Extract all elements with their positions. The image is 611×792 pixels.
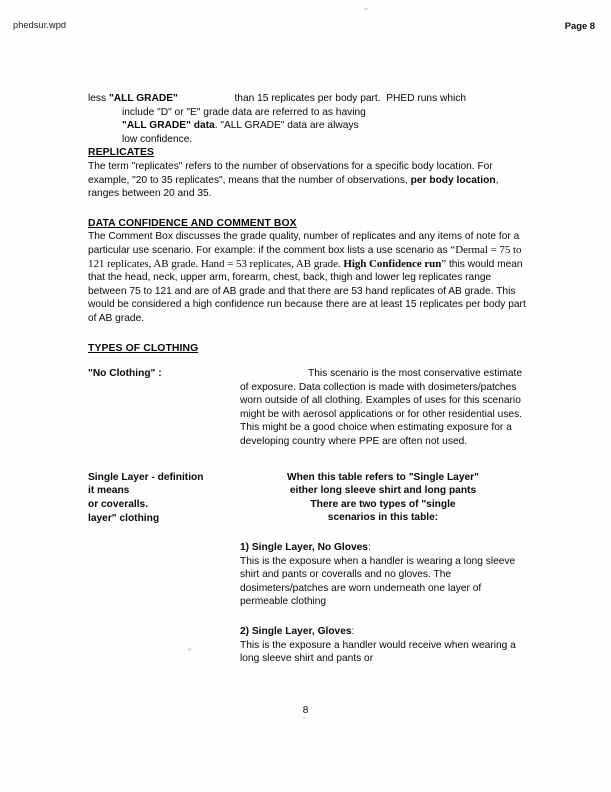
- single-layer-right-line: scenarios in this table:: [327, 512, 439, 524]
- lead-line1-suffix: than 15 replicates per body part. PHED runs which: [234, 93, 467, 104]
- data-confidence-text-part-1: The Comment Box discusses the grade quality, number of replicates and any items of note for a particular use scenario. For example: if the comment box lists a use scenario as: [88, 231, 520, 256]
- single-layer-definition-column: [88, 471, 238, 526]
- lead-line3-bold-term: "ALL GRADE" data: [122, 120, 215, 132]
- single-layer-right-line: There are two types of "single: [310, 498, 456, 510]
- replicates-bold-term: per body location: [410, 174, 496, 186]
- comment-box-example-quote-close: ”: [441, 257, 447, 270]
- replicates-heading: REPLICATES: [88, 147, 155, 159]
- replicates-text-part-1: The term "replicates" refers to the number of observations for a specific body location. For example, "20 to 35 replicates", means that the number of observations,: [88, 160, 493, 186]
- lead-paragraph-line-1: [88, 92, 526, 106]
- section-types-of-clothing: [88, 342, 526, 666]
- lead-line1-bold-term: "ALL GRADE": [108, 93, 178, 104]
- scenario-2-paragraph: This is the exposure a handler would receive when wearing a long sleeve shirt and pants or: [240, 639, 516, 665]
- replicates-text-part-2: , ranges between 20 and 35.: [88, 174, 499, 200]
- scenario-2-title-text: 2) Single Layer, Gloves: [240, 626, 352, 637]
- single-layer-left-line: Single Layer - definition: [88, 471, 204, 483]
- scan-speck: [364, 8, 368, 10]
- no-clothing-label: "No Clothing" :: [88, 368, 162, 380]
- scenario-1-column: [240, 541, 526, 609]
- comment-box-example-emphasis: High Confidence run: [343, 257, 442, 270]
- data-confidence-paragraph: [88, 230, 526, 325]
- lead-paragraph-line-3: [122, 119, 526, 133]
- lead-line1-prefix: less: [88, 93, 109, 104]
- spacer: [88, 609, 526, 625]
- spacer: [88, 525, 526, 541]
- scenario-1-title: [240, 541, 526, 555]
- single-layer-right-line: either long sleeve shirt and long pants: [289, 485, 477, 497]
- page-label: Page 8: [564, 20, 595, 31]
- spacer: [88, 326, 526, 342]
- scenario-2-block: [88, 625, 526, 666]
- no-clothing-paragraph: This scenario is the most conservative estimate of exposure. Data collection is made with dosimeters/patches worn outside of all clothing. Examples of uses for this scenario might be with aerosol applications or for other residential uses. This might be a good choice when estimating exposure for a developing country where PPE are often not used.: [240, 368, 523, 448]
- page-number-footer: 8: [302, 705, 309, 716]
- scenario-2-column: [240, 625, 526, 666]
- lead-line1-spacer: [178, 93, 235, 104]
- spacer: [88, 201, 526, 217]
- no-clothing-block: [88, 367, 526, 449]
- single-layer-left-line: it means: [88, 485, 130, 497]
- lead-paragraph-line-4: low confidence.: [122, 133, 193, 145]
- replicates-paragraph: [88, 160, 526, 201]
- scenario-1-title-colon: :: [367, 542, 371, 554]
- lead-paragraph-indented-block: [122, 106, 526, 147]
- comment-box-example-quote: “Dermal = 75 to 121 replicates, AB grade. Hand = 53 replicates, AB grade.: [88, 243, 522, 270]
- document-body: [88, 92, 526, 666]
- scenario-2-title: [240, 625, 526, 639]
- single-layer-description-column: [240, 471, 526, 525]
- data-confidence-heading: DATA CONFIDENCE AND COMMENT BOX: [88, 217, 297, 229]
- document-filename: phedsur.wpd: [13, 20, 67, 30]
- lead-paragraph: [88, 92, 526, 146]
- scan-speck: [303, 717, 306, 719]
- single-layer-right-line: When this table refers to "Single Layer": [287, 471, 479, 483]
- lead-paragraph-line-2: include "D" or "E" grade data are referred to as having: [122, 106, 366, 118]
- scenario-1-block: [88, 541, 526, 609]
- spacer: [88, 355, 526, 367]
- types-of-clothing-heading: TYPES OF CLOTHING: [88, 342, 199, 354]
- section-replicates: [88, 146, 526, 200]
- single-layer-block: [88, 471, 526, 525]
- lead-line3-rest: . "ALL GRADE" data are always: [214, 120, 359, 132]
- running-header: [0, 20, 611, 38]
- scenario-1-title-text: 1) Single Layer, No Gloves: [240, 542, 368, 554]
- single-layer-left-line: or coveralls.: [88, 499, 149, 511]
- single-layer-left-line: layer" clothing: [88, 513, 160, 525]
- spacer: [88, 449, 526, 465]
- section-data-confidence: [88, 217, 526, 326]
- scenario-1-paragraph: This is the exposure when a handler is wearing a long sleeve shirt and pants or coveralls and no gloves. The dosimeters/patches are worn underneath one layer of permeable clothing: [240, 555, 516, 608]
- data-confidence-text-part-2: this would mean that the head, neck, upper arm, forearm, chest, back, thigh and lower leg replicates range between 75 to 121 and are of AB grade and that there are 53 hand replicates of AB grade. This would be considered a high confidence run because there are at least 15 replicates per body part of AB grade.: [88, 258, 526, 324]
- scenario-2-title-colon: :: [351, 626, 355, 637]
